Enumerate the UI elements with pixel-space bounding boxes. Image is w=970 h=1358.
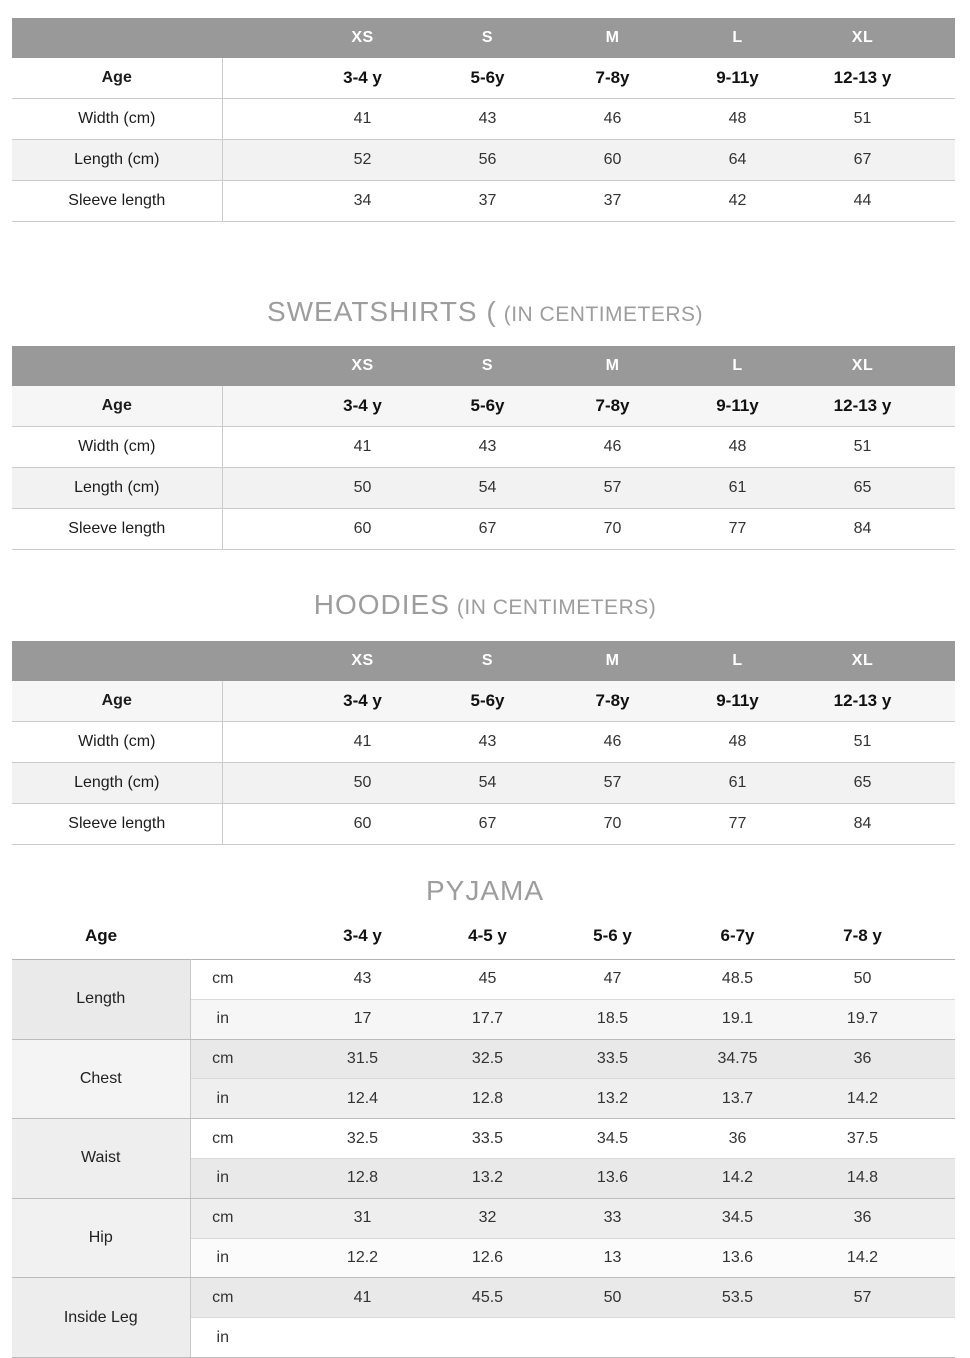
age-value-cell: 5-6y	[425, 386, 550, 427]
value-cell: 44	[800, 181, 925, 222]
pyjama-title	[0, 874, 970, 913]
hoodies-age-row	[12, 681, 955, 722]
value-cell: 13	[550, 1238, 675, 1278]
age-label-cell: Age	[12, 386, 222, 427]
spacer-cell	[255, 1158, 300, 1198]
row-label-cell: Length	[12, 960, 190, 1040]
tshirts-table	[12, 18, 955, 222]
value-cell: 64	[675, 140, 800, 181]
spacer-cell	[925, 681, 955, 722]
value-cell: 50	[300, 763, 425, 804]
spacer-cell	[925, 722, 955, 763]
value-cell: 51	[800, 722, 925, 763]
age-value-cell: 9-11y	[675, 681, 800, 722]
size-chart-page	[0, 18, 970, 1358]
spacer-cell	[925, 1079, 955, 1119]
value-cell: 36	[800, 1039, 925, 1079]
value-cell: 50	[800, 960, 925, 1000]
size-header-cell: XL	[800, 346, 925, 386]
value-cell: 65	[800, 763, 925, 804]
value-cell: 67	[800, 140, 925, 181]
spacer-cell	[222, 722, 300, 763]
value-cell: 33.5	[550, 1039, 675, 1079]
value-cell	[675, 1318, 800, 1358]
age-value-cell: 7-8y	[550, 58, 675, 99]
row-label-cell: Length (cm)	[12, 468, 222, 509]
value-cell: 52	[300, 140, 425, 181]
spacer-cell	[925, 1198, 955, 1238]
spacer-cell	[255, 960, 300, 1000]
row-label-cell: Sleeve length	[12, 804, 222, 845]
tshirts-sleeve-row	[12, 181, 955, 222]
spacer-cell	[222, 681, 300, 722]
spacer-cell	[925, 913, 955, 960]
value-cell: 19.1	[675, 999, 800, 1039]
value-cell: 36	[675, 1119, 800, 1159]
value-cell: 54	[425, 763, 550, 804]
value-cell: 47	[550, 960, 675, 1000]
spacer-cell	[925, 1119, 955, 1159]
pyjama-insideleg-cm-row	[12, 1278, 955, 1318]
spacer-cell	[925, 427, 955, 468]
value-cell: 36	[800, 1198, 925, 1238]
value-cell: 54	[425, 468, 550, 509]
age-value-cell: 3-4 y	[300, 681, 425, 722]
row-label-cell: Length (cm)	[12, 763, 222, 804]
spacer-cell	[255, 1079, 300, 1119]
value-cell: 37.5	[800, 1119, 925, 1159]
value-cell: 12.6	[425, 1238, 550, 1278]
value-cell: 12.8	[425, 1079, 550, 1119]
value-cell: 13.6	[675, 1238, 800, 1278]
hoodies-width-row	[12, 722, 955, 763]
header-empty-cell	[925, 641, 955, 681]
value-cell: 84	[800, 804, 925, 845]
spacer-cell	[255, 999, 300, 1039]
pyjama-chest-cm-row	[12, 1039, 955, 1079]
sweatshirts-sleeve-row	[12, 509, 955, 550]
value-cell: 32.5	[300, 1119, 425, 1159]
spacer-cell	[925, 1238, 955, 1278]
value-cell: 41	[300, 427, 425, 468]
unit-cell: in	[190, 999, 255, 1039]
row-label-cell: Hip	[12, 1198, 190, 1278]
value-cell: 45	[425, 960, 550, 1000]
size-header-cell: M	[550, 346, 675, 386]
value-cell	[425, 1318, 550, 1358]
age-value-cell: 12-13 y	[800, 58, 925, 99]
age-value-cell: 9-11y	[675, 386, 800, 427]
value-cell: 77	[675, 804, 800, 845]
value-cell: 34.5	[550, 1119, 675, 1159]
value-cell: 60	[550, 140, 675, 181]
value-cell: 37	[550, 181, 675, 222]
row-label-cell: Sleeve length	[12, 181, 222, 222]
size-header-cell: XL	[800, 641, 925, 681]
value-cell: 13.2	[550, 1079, 675, 1119]
value-cell: 13.7	[675, 1079, 800, 1119]
size-header-cell: XL	[800, 18, 925, 58]
spacer-cell	[222, 140, 300, 181]
unit-cell: in	[190, 1318, 255, 1358]
spacer-cell	[925, 999, 955, 1039]
value-cell: 12.4	[300, 1079, 425, 1119]
spacer-cell	[222, 99, 300, 140]
size-header-cell: M	[550, 18, 675, 58]
hoodies-size-header-row	[12, 641, 955, 681]
row-label-cell: Length (cm)	[12, 140, 222, 181]
size-header-cell: L	[675, 346, 800, 386]
spacer-cell	[222, 386, 300, 427]
hoodies-sleeve-row	[12, 804, 955, 845]
spacer-cell	[925, 960, 955, 1000]
age-value-cell: 9-11y	[675, 58, 800, 99]
value-cell: 14.2	[675, 1158, 800, 1198]
age-value-cell: 3-4 y	[300, 913, 425, 960]
size-header-cell: XS	[300, 641, 425, 681]
hoodies-length-row	[12, 763, 955, 804]
value-cell: 50	[300, 468, 425, 509]
row-label-cell: Chest	[12, 1039, 190, 1119]
value-cell: 12.8	[300, 1158, 425, 1198]
age-label-cell: Age	[12, 58, 222, 99]
sweatshirts-title	[0, 295, 970, 334]
sweatshirts-width-row	[12, 427, 955, 468]
value-cell: 84	[800, 509, 925, 550]
sweatshirts-length-row	[12, 468, 955, 509]
size-header-cell: M	[550, 641, 675, 681]
value-cell: 19.7	[800, 999, 925, 1039]
value-cell: 41	[300, 722, 425, 763]
spacer-cell	[222, 509, 300, 550]
value-cell: 60	[300, 804, 425, 845]
pyjama-age-row	[12, 913, 955, 960]
value-cell: 48	[675, 722, 800, 763]
value-cell: 34.5	[675, 1198, 800, 1238]
age-value-cell: 5-6y	[425, 58, 550, 99]
value-cell	[550, 1318, 675, 1358]
value-cell: 31	[300, 1198, 425, 1238]
value-cell: 61	[675, 468, 800, 509]
spacer-cell	[222, 804, 300, 845]
value-cell: 46	[550, 427, 675, 468]
spacer-cell	[222, 58, 300, 99]
value-cell: 32.5	[425, 1039, 550, 1079]
spacer-cell	[925, 1278, 955, 1318]
spacer-cell	[255, 913, 300, 960]
spacer-cell	[255, 1278, 300, 1318]
header-empty-cell	[925, 346, 955, 386]
value-cell: 57	[800, 1278, 925, 1318]
spacer-cell	[222, 181, 300, 222]
value-cell: 46	[550, 99, 675, 140]
sweatshirts-age-row	[12, 386, 955, 427]
sweatshirts-table	[12, 346, 955, 550]
value-cell: 41	[300, 99, 425, 140]
tshirts-size-header-row	[12, 18, 955, 58]
spacer-cell	[925, 1039, 955, 1079]
value-cell	[300, 1318, 425, 1358]
spacer-cell	[190, 913, 255, 960]
hoodies-table	[12, 641, 955, 845]
value-cell: 70	[550, 509, 675, 550]
spacer-cell	[925, 1158, 955, 1198]
spacer-cell	[255, 1318, 300, 1358]
pyjama-table	[12, 913, 955, 1358]
spacer-cell	[222, 763, 300, 804]
row-label-cell: Width (cm)	[12, 722, 222, 763]
pyjama-title-main: PYJAMA	[425, 875, 545, 906]
sweatshirts-title-main: SWEATSHIRTS (	[266, 296, 497, 327]
unit-cell: in	[190, 1238, 255, 1278]
tshirts-width-row	[12, 99, 955, 140]
pyjama-length-cm-row	[12, 960, 955, 1000]
value-cell: 31.5	[300, 1039, 425, 1079]
age-value-cell: 7-8y	[550, 386, 675, 427]
value-cell: 14.2	[800, 1238, 925, 1278]
spacer-cell	[925, 468, 955, 509]
size-header-cell: S	[425, 641, 550, 681]
spacer-cell	[925, 763, 955, 804]
value-cell: 45.5	[425, 1278, 550, 1318]
value-cell: 67	[425, 804, 550, 845]
value-cell: 43	[300, 960, 425, 1000]
size-header-cell: L	[675, 641, 800, 681]
hoodies-title-main: HOODIES	[313, 589, 450, 620]
unit-cell: cm	[190, 1039, 255, 1079]
tshirts-length-row	[12, 140, 955, 181]
spacer-cell	[255, 1198, 300, 1238]
value-cell: 18.5	[550, 999, 675, 1039]
size-header-cell: S	[425, 18, 550, 58]
value-cell: 17	[300, 999, 425, 1039]
value-cell: 65	[800, 468, 925, 509]
value-cell: 57	[550, 468, 675, 509]
value-cell: 43	[425, 99, 550, 140]
spacer-cell	[925, 99, 955, 140]
value-cell: 14.8	[800, 1158, 925, 1198]
size-header-cell: L	[675, 18, 800, 58]
spacer-cell	[925, 804, 955, 845]
value-cell: 70	[550, 804, 675, 845]
spacer-cell	[255, 1119, 300, 1159]
age-value-cell: 12-13 y	[800, 386, 925, 427]
value-cell: 13.2	[425, 1158, 550, 1198]
unit-cell: cm	[190, 960, 255, 1000]
spacer-cell	[925, 181, 955, 222]
value-cell: 34.75	[675, 1039, 800, 1079]
spacer-cell	[925, 509, 955, 550]
unit-cell: cm	[190, 1278, 255, 1318]
sweatshirts-title-sub: (IN CENTIMETERS)	[503, 303, 704, 326]
value-cell: 13.6	[550, 1158, 675, 1198]
value-cell: 56	[425, 140, 550, 181]
header-empty-cell	[12, 18, 300, 58]
age-value-cell: 3-4 y	[300, 386, 425, 427]
age-label-cell: Age	[12, 913, 190, 960]
value-cell: 57	[550, 763, 675, 804]
value-cell: 50	[550, 1278, 675, 1318]
value-cell: 12.2	[300, 1238, 425, 1278]
age-value-cell: 7-8y	[550, 681, 675, 722]
age-value-cell: 7-8 y	[800, 913, 925, 960]
unit-cell: cm	[190, 1119, 255, 1159]
spacer-cell	[925, 1318, 955, 1358]
hoodies-title-sub: (IN CENTIMETERS)	[456, 596, 657, 619]
value-cell: 67	[425, 509, 550, 550]
value-cell: 17.7	[425, 999, 550, 1039]
age-value-cell: 4-5 y	[425, 913, 550, 960]
size-header-cell: XS	[300, 346, 425, 386]
spacer-cell	[255, 1039, 300, 1079]
row-label-cell: Width (cm)	[12, 427, 222, 468]
value-cell: 46	[550, 722, 675, 763]
value-cell: 14.2	[800, 1079, 925, 1119]
hoodies-title	[0, 588, 970, 627]
value-cell: 37	[425, 181, 550, 222]
row-label-cell: Sleeve length	[12, 509, 222, 550]
value-cell: 42	[675, 181, 800, 222]
value-cell: 77	[675, 509, 800, 550]
header-empty-cell	[925, 18, 955, 58]
spacer-cell	[925, 58, 955, 99]
value-cell: 43	[425, 722, 550, 763]
unit-cell: in	[190, 1079, 255, 1119]
age-value-cell: 5-6y	[425, 681, 550, 722]
spacer-cell	[925, 140, 955, 181]
tshirts-age-row	[12, 58, 955, 99]
value-cell: 60	[300, 509, 425, 550]
pyjama-waist-cm-row	[12, 1119, 955, 1159]
age-value-cell: 3-4 y	[300, 58, 425, 99]
value-cell: 33	[550, 1198, 675, 1238]
row-label-cell: Waist	[12, 1119, 190, 1199]
spacer-cell	[222, 468, 300, 509]
value-cell: 48	[675, 427, 800, 468]
age-value-cell: 5-6 y	[550, 913, 675, 960]
value-cell: 51	[800, 427, 925, 468]
spacer-cell	[222, 427, 300, 468]
value-cell: 32	[425, 1198, 550, 1238]
value-cell: 53.5	[675, 1278, 800, 1318]
spacer-cell	[925, 386, 955, 427]
row-label-cell: Inside Leg	[12, 1278, 190, 1358]
value-cell: 34	[300, 181, 425, 222]
pyjama-hip-cm-row	[12, 1198, 955, 1238]
value-cell	[800, 1318, 925, 1358]
age-value-cell: 12-13 y	[800, 681, 925, 722]
value-cell: 43	[425, 427, 550, 468]
spacer-cell	[255, 1238, 300, 1278]
unit-cell: in	[190, 1158, 255, 1198]
row-label-cell: Width (cm)	[12, 99, 222, 140]
value-cell: 41	[300, 1278, 425, 1318]
size-header-cell: S	[425, 346, 550, 386]
header-empty-cell	[12, 346, 300, 386]
value-cell: 48	[675, 99, 800, 140]
value-cell: 51	[800, 99, 925, 140]
value-cell: 61	[675, 763, 800, 804]
unit-cell: cm	[190, 1198, 255, 1238]
value-cell: 33.5	[425, 1119, 550, 1159]
sweatshirts-size-header-row	[12, 346, 955, 386]
age-label-cell: Age	[12, 681, 222, 722]
age-value-cell: 6-7y	[675, 913, 800, 960]
header-empty-cell	[12, 641, 300, 681]
size-header-cell: XS	[300, 18, 425, 58]
value-cell: 48.5	[675, 960, 800, 1000]
